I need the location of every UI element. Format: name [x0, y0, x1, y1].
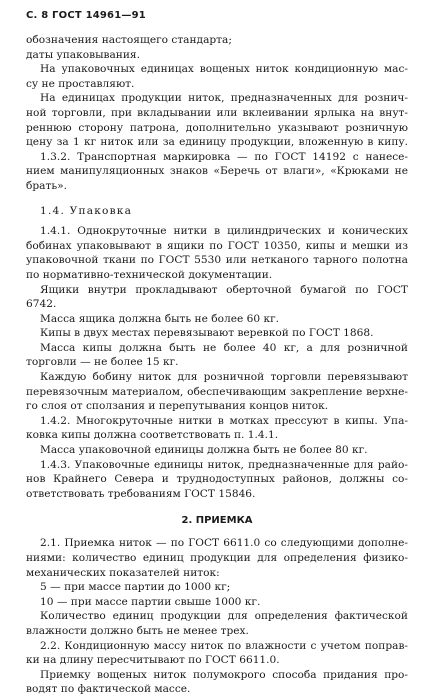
text-line: перевязочным материалом, обеспечивающим закрепление верхне- [26, 385, 408, 398]
text-line: ответствовать требованиям ГОСТ 15846. [26, 487, 256, 500]
text-line: Приемку вощеных ниток полумокрого способа придания про- [40, 668, 408, 681]
text-line: Ящики внутри прокладывают оберточной бумагой по ГОСТ [40, 283, 408, 296]
text-line: даты упаковывания. [26, 48, 140, 61]
text-line: обозначения настоящего стандарта; [26, 34, 232, 46]
text-line: ковка кипы должна соответствовать п. 1.4.1. [26, 429, 279, 442]
text-line: Каждую бобину ниток для розничной торговли перевязывают [40, 371, 408, 384]
text-line: 10 — при массе партии свыше 1000 кг. [40, 595, 261, 608]
text-line: су не проставляют. [26, 77, 135, 90]
text-line: ки на длину пересчитывают по ГОСТ 6611.0. [26, 654, 280, 667]
text-line: упаковочной ткани по ГОСТ 5530 или нетканого тарного полотна [26, 254, 408, 267]
text-line: торговли — не более 15 кг. [26, 356, 179, 369]
text-line: Масса упаковочной единицы должна быть не более 80 кг. [40, 444, 368, 457]
text-line: Кипы в двух местах перевязывают веревкой по ГОСТ 1868. [40, 327, 374, 340]
subsection-title: 1.4. Упаковка [40, 204, 133, 217]
text-line: влажности должно быть не менее трех. [26, 624, 249, 637]
text-line: водят по фактической массе. [26, 683, 191, 696]
text-line: го слоя от сползания и перепутывания концов ниток. [26, 400, 329, 413]
text-line: 1.4.1. Однокруточные нитки в цилиндрических и конических [40, 225, 408, 238]
page-header: С. 8 ГОСТ 14961—91 [26, 10, 146, 21]
text-line: ниями: количество единиц продукции для определения физико- [26, 552, 408, 564]
text-line: 1.4.2. Многокруточные нитки в мотках прессуют в кипы. Упа- [40, 414, 408, 427]
document-page [26, 10, 408, 697]
text-line: Масса кипы должна быть не более 40 кг, а для розничной [40, 341, 408, 354]
text-line: 5 — при массе партии до 1000 кг; [40, 581, 231, 594]
text-line: нов Крайнего Севера и труднодоступных районов, должны со- [26, 473, 408, 486]
text-line: 6742. [26, 298, 57, 311]
text-line: Количество единиц продукции для определения фактической [40, 610, 408, 623]
text-line: 1.3.2. Транспортная маркировка — по ГОСТ 14192 с нанесе- [40, 150, 408, 163]
text-line: бобинах упаковывают в ящики по ГОСТ 10350, кипы и мешки из [26, 239, 408, 252]
text-line: Масса ящика должна быть не более 60 кг. [40, 312, 280, 325]
text-line: 2.1. Приемка ниток — по ГОСТ 6611.0 со следующими дополне- [40, 537, 408, 550]
text-line: цену за 1 кг ниток или за единицу продукции, вложенную в кипу. [26, 136, 408, 149]
text-line: механических показателей ниток: [26, 566, 220, 579]
text-line: На единицах продукции ниток, предназначенных для рознич- [40, 92, 408, 105]
text-line: брать». [26, 179, 67, 192]
text-line: реннюю сторону патрона, дополнительно указывают розничную [26, 121, 408, 134]
text-line: 1.4.3. Упаковочные единицы ниток, предназначенные для райо- [40, 458, 408, 471]
text-line: по нормативно-технической документации. [26, 268, 273, 281]
text-line: нием манипуляционных знаков «Беречь от влаги», «Крюками не [26, 165, 408, 178]
section-title: 2. ПРИЕМКА [181, 515, 253, 527]
text-line: ной торговли, при вкладывании или вклеивании ярлыка на внут- [26, 106, 408, 119]
text-line: 2.2. Кондиционную массу ниток по влажности с учетом поправ- [40, 639, 408, 652]
text-line: На упаковочных единицах вощеных ниток кондиционную мас- [40, 63, 408, 76]
